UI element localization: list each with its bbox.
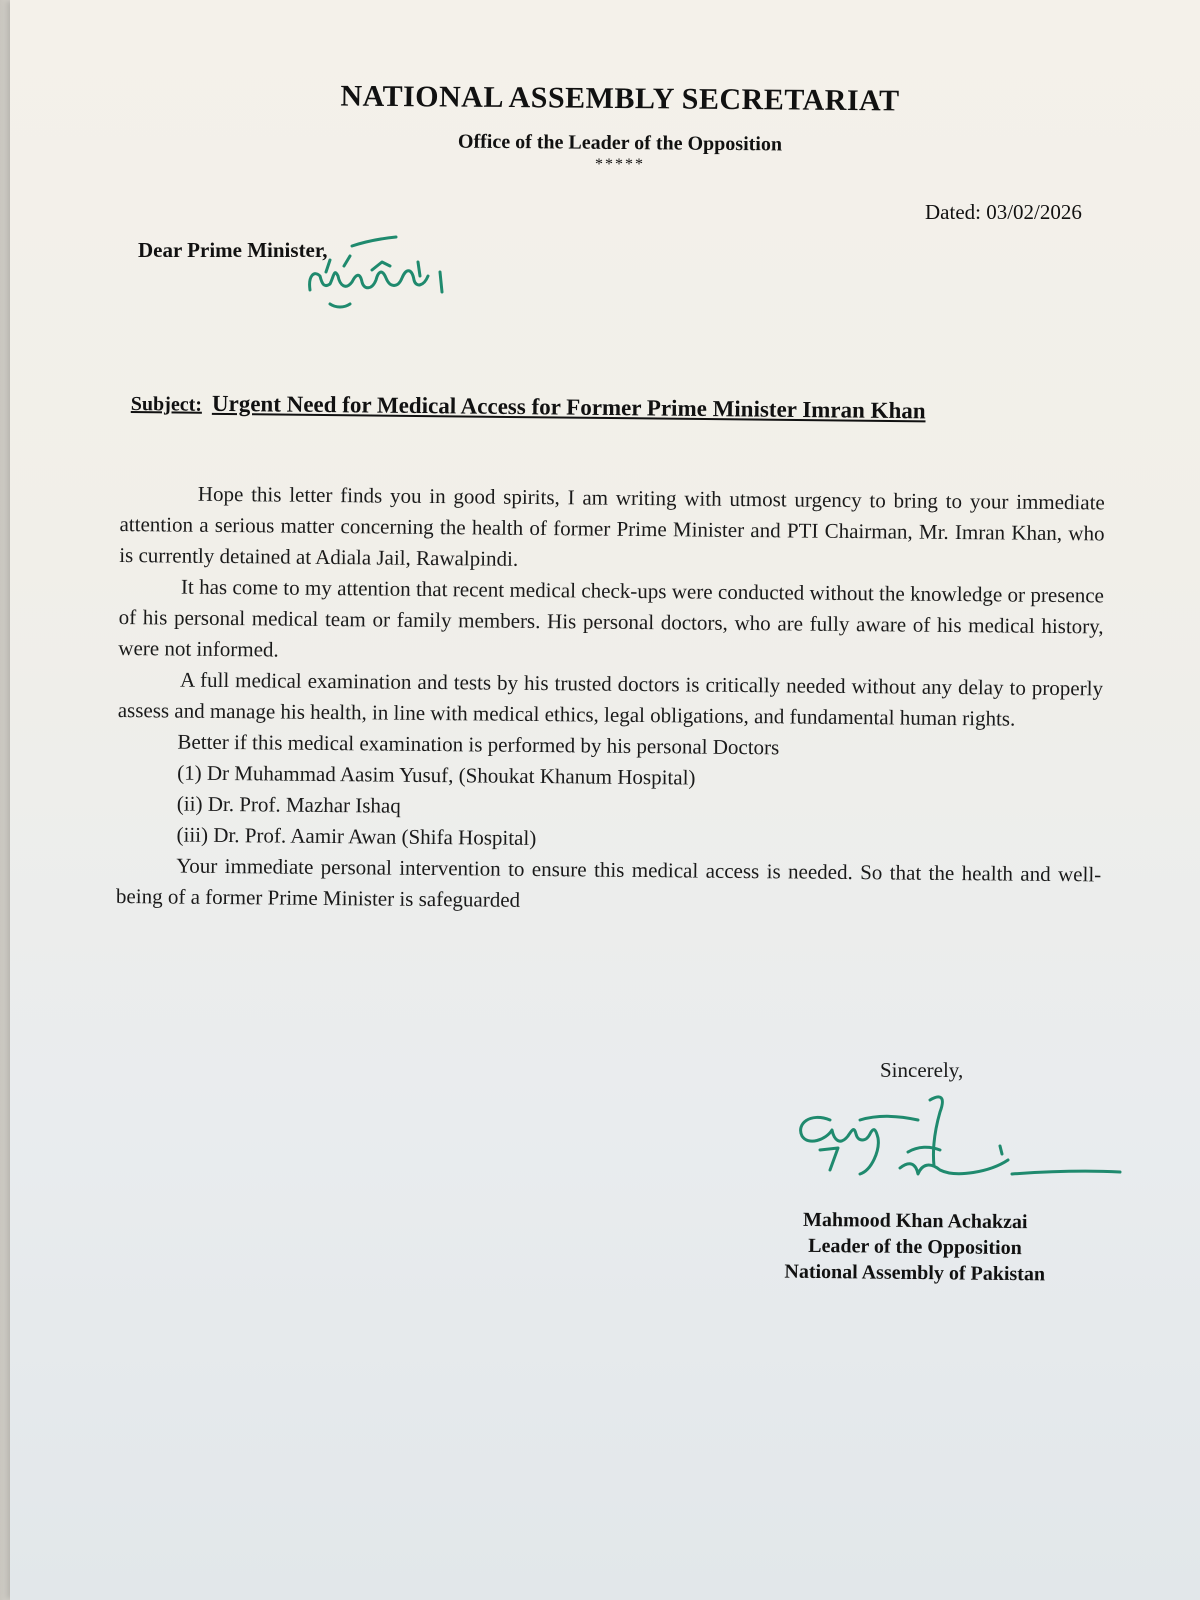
signer-name: Mahmood Khan Achakzai bbox=[802, 1208, 1028, 1234]
doctor-item-1: (1) Dr Muhammad Aasim Yusuf, (Shoukat Khanum Hospital) bbox=[177, 760, 696, 790]
signer-organization: National Assembly of Pakistan bbox=[784, 1260, 1046, 1286]
body-paragraph-2: It has come to my attention that recent medical check-ups were conducted without the knowledge or presence of his personal medical team or family members. His personal doctors, who are fully aware of his medical history, were not informed. bbox=[118, 574, 1105, 662]
subject-text: Urgent Need for Medical Access for Former Prime Minister Imran Khan bbox=[211, 390, 926, 424]
signature bbox=[790, 1090, 1130, 1210]
letterhead-title: NATIONAL ASSEMBLY SECRETARIAT bbox=[340, 79, 900, 118]
doctor-item-3: (iii) Dr. Prof. Aamir Awan (Shifa Hospital) bbox=[176, 822, 537, 851]
subject-label: Subject: bbox=[130, 392, 203, 416]
letterhead-stars: ***** bbox=[595, 156, 645, 173]
letter-date: Dated: 03/02/2026 bbox=[925, 200, 1082, 224]
letter-body bbox=[116, 478, 1105, 921]
body-paragraph-5: Your immediate personal intervention to ensure this medical access is needed. So that the health and well-being of a former Prime Minister is safeguarded bbox=[115, 853, 1102, 912]
body-paragraph-3: A full medical examination and tests by his trusted doctors is critically needed without any delay to properly assess and manage his health, in line with medical ethics, legal obligations, and fundamental human rights. bbox=[117, 667, 1104, 731]
salutation: Dear Prime Minister, bbox=[138, 238, 328, 262]
signer-block bbox=[760, 1206, 1071, 1287]
signer-title: Leader of the Opposition bbox=[808, 1234, 1022, 1260]
body-paragraph-1: Hope this letter finds you in good spirits, I am writing with utmost urgency to bring to your immediate attention a serious matter concerning the health of former Prime Minister and PTI Chairman, Mr. Imran Khan, who is currently detained at Adiala Jail, Rawalpindi. bbox=[119, 481, 1105, 571]
letterhead-office: Office of the Leader of the Opposition bbox=[457, 130, 783, 156]
handwritten-greeting bbox=[300, 232, 470, 317]
closing: Sincerely, bbox=[880, 1058, 964, 1082]
doctor-item-2: (ii) Dr. Prof. Mazhar Ishaq bbox=[176, 791, 401, 818]
body-paragraph-4: Better if this medical examination is performed by his personal Doctors bbox=[177, 729, 780, 760]
